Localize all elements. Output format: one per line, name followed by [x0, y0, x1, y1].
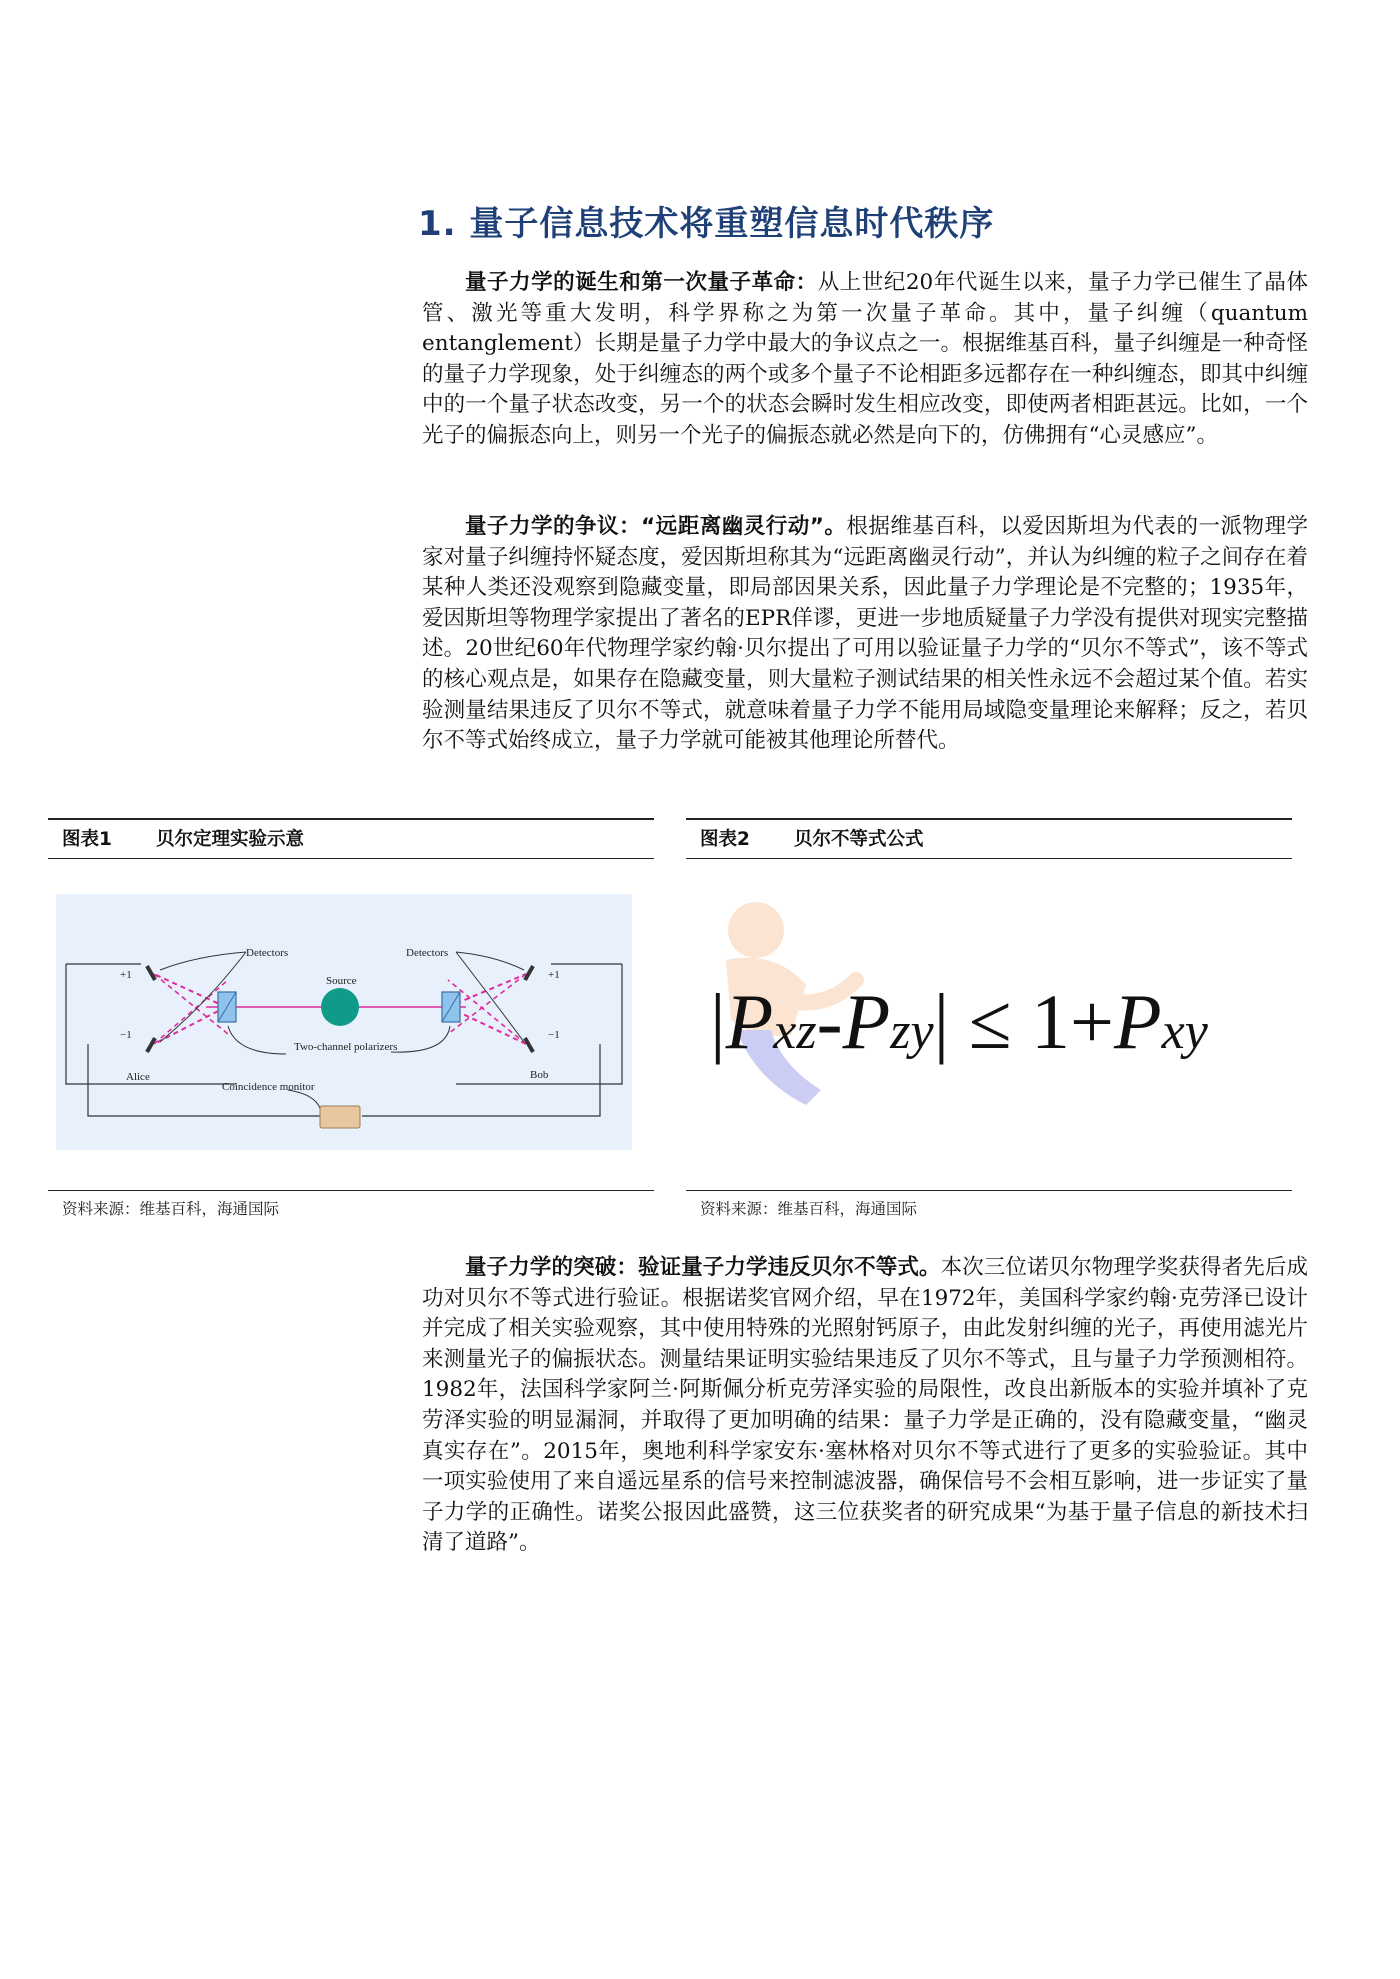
label-bob: Bob: [530, 1069, 549, 1081]
paragraph-body: 根据维基百科，以爱因斯坦为代表的一派物理学家对量子纠缠持怀疑态度，爱因斯坦称其为“远距离幽灵行动”，并认为纠缠的粒子之间存在着某种人类还没观察到隐藏变量，即局部因果关系，因此量子力学理论是不完整的；1935年，爱因斯坦等物理学家提出了著名的EPR佯谬，更进一步地质疑量子力学没有提供对现实完整描述。20世纪60年代物理学家约翰·贝尔提出了可用以验证量子力学的“贝尔不等式”，该不等式的核心观点是，如果存在隐藏变量，则大量粒子测试结果的相关性永远不会超过某个值。若实验测量结果违反了贝尔不等式，就意味着量子力学不能用局域隐变量理论来解释；反之，若贝尔不等式始终成立，量子力学就可能被其他理论所替代。: [422, 514, 1308, 754]
label-minus-right: −1: [548, 1029, 560, 1041]
figure2-title: 贝尔不等式公式: [794, 829, 924, 850]
figure2-label: [700, 825, 924, 851]
paragraph-body: 从上世纪20年代诞生以来，量子力学已催生了晶体管、激光等重大发明，科学界称之为第一次量子革命。其中，量子纠缠（quantum entanglement）长期是量子力学中最大的争议点之一。根据维基百科，量子纠缠是一种奇怪的量子力学现象，处于纠缠态的两个或多个量子不论相距多远都存在一种纠缠态，即其中纠缠中的一个量子状态改变，另一个的状态会瞬时发生相应改变，即使两者相距甚远。比如，一个光子的偏振态向上，则另一个光子的偏振态就必然是向下的，仿佛拥有“心灵感应”。: [422, 270, 1308, 448]
figure2-number: 图表2: [700, 829, 750, 850]
paragraph-quantum-birth: [422, 268, 1308, 452]
paragraph-body: 本次三位诺贝尔物理学奖获得者先后成功对贝尔不等式进行验证。根据诺奖官网介绍，早在1972年，美国科学家约翰·克劳泽已设计并完成了相关实验观察，其中使用特殊的光照射钙原子，由此发射纠缠的光子，再使用滤光片来测量光子的偏振状态。测量结果证明实验结果违反了贝尔不等式，且与量子力学预测相符。1982年，法国科学家阿兰·阿斯佩分析克劳泽实验的局限性，改良出新版本的实验并填补了克劳泽实验的明显漏洞，并取得了更加明确的结果：量子力学是正确的，没有隐藏变量，“幽灵真实存在”。2015年，奥地利科学家安东·塞林格对贝尔不等式进行了更多的实验验证。其中一项实验使用了来自遥远星系的信号来控制滤波器，确保信号不会相互影响，进一步证实了量子力学的正确性。诺奖公报因此盛赞，这三位获奖者的研究成果“为基于量子信息的新技术扫清了道路”。: [422, 1255, 1308, 1556]
figure2-bottom-rule: [686, 1190, 1292, 1191]
formula-p-zy: P: [842, 978, 891, 1065]
label-detectors-right: Detectors: [406, 947, 449, 959]
paragraph-quantum-controversy: [422, 512, 1308, 757]
figure1-bottom-rule: [48, 1190, 654, 1191]
coincidence-monitor-icon: [320, 1106, 360, 1128]
figure1-number: 图表1: [62, 829, 112, 850]
formula-p-xy: P: [1114, 978, 1162, 1065]
bell-inequality-formula: [686, 890, 1306, 1150]
label-coincidence: Coincidence monitor: [222, 1081, 315, 1093]
label-plus-right: +1: [548, 969, 560, 981]
figure1-top-rule: [48, 818, 654, 820]
paragraph-title: 量子力学的诞生和第一次量子革命：: [465, 270, 818, 295]
formula-sub-zy: zy: [890, 1003, 934, 1060]
paragraph-title: 量子力学的争议：“远距离幽灵行动”。: [465, 514, 847, 539]
label-polarizers: Two-channel polarizers: [294, 1041, 398, 1053]
formula-sub-xz: xz: [773, 1003, 817, 1060]
label-alice: Alice: [126, 1071, 150, 1083]
figure1-title: 贝尔定理实验示意: [156, 829, 305, 850]
label-plus-left: +1: [120, 969, 132, 981]
formula-abs-open: |: [710, 978, 726, 1065]
bell-experiment-diagram: [56, 894, 632, 1150]
formula-minus: -: [816, 978, 843, 1065]
label-minus-left: −1: [120, 1029, 132, 1041]
section-heading: 1. 量子信息技术将重塑信息时代秩序: [418, 204, 995, 244]
label-source: Source: [326, 975, 357, 987]
formula-p-xz: P: [725, 978, 774, 1065]
formula-abs-close: |: [933, 978, 950, 1065]
label-detectors-left: Detectors: [246, 947, 289, 959]
figure1-header-rule: [48, 858, 654, 859]
figure2-top-rule: [686, 818, 1292, 820]
formula-sub-xy: xy: [1161, 1003, 1208, 1060]
figure2-source: 资料来源：维基百科，海通国际: [700, 1200, 918, 1218]
source-icon: [321, 988, 359, 1026]
figure1-label: [62, 825, 304, 851]
formula-leq-one-plus: ≤ 1+: [949, 978, 1115, 1065]
paragraph-quantum-breakthrough: [422, 1253, 1308, 1559]
figure2-header-rule: [686, 858, 1292, 859]
paragraph-title: 量子力学的突破：验证量子力学违反贝尔不等式。: [465, 1255, 941, 1280]
figure1-source: 资料来源：维基百科，海通国际: [62, 1200, 280, 1218]
